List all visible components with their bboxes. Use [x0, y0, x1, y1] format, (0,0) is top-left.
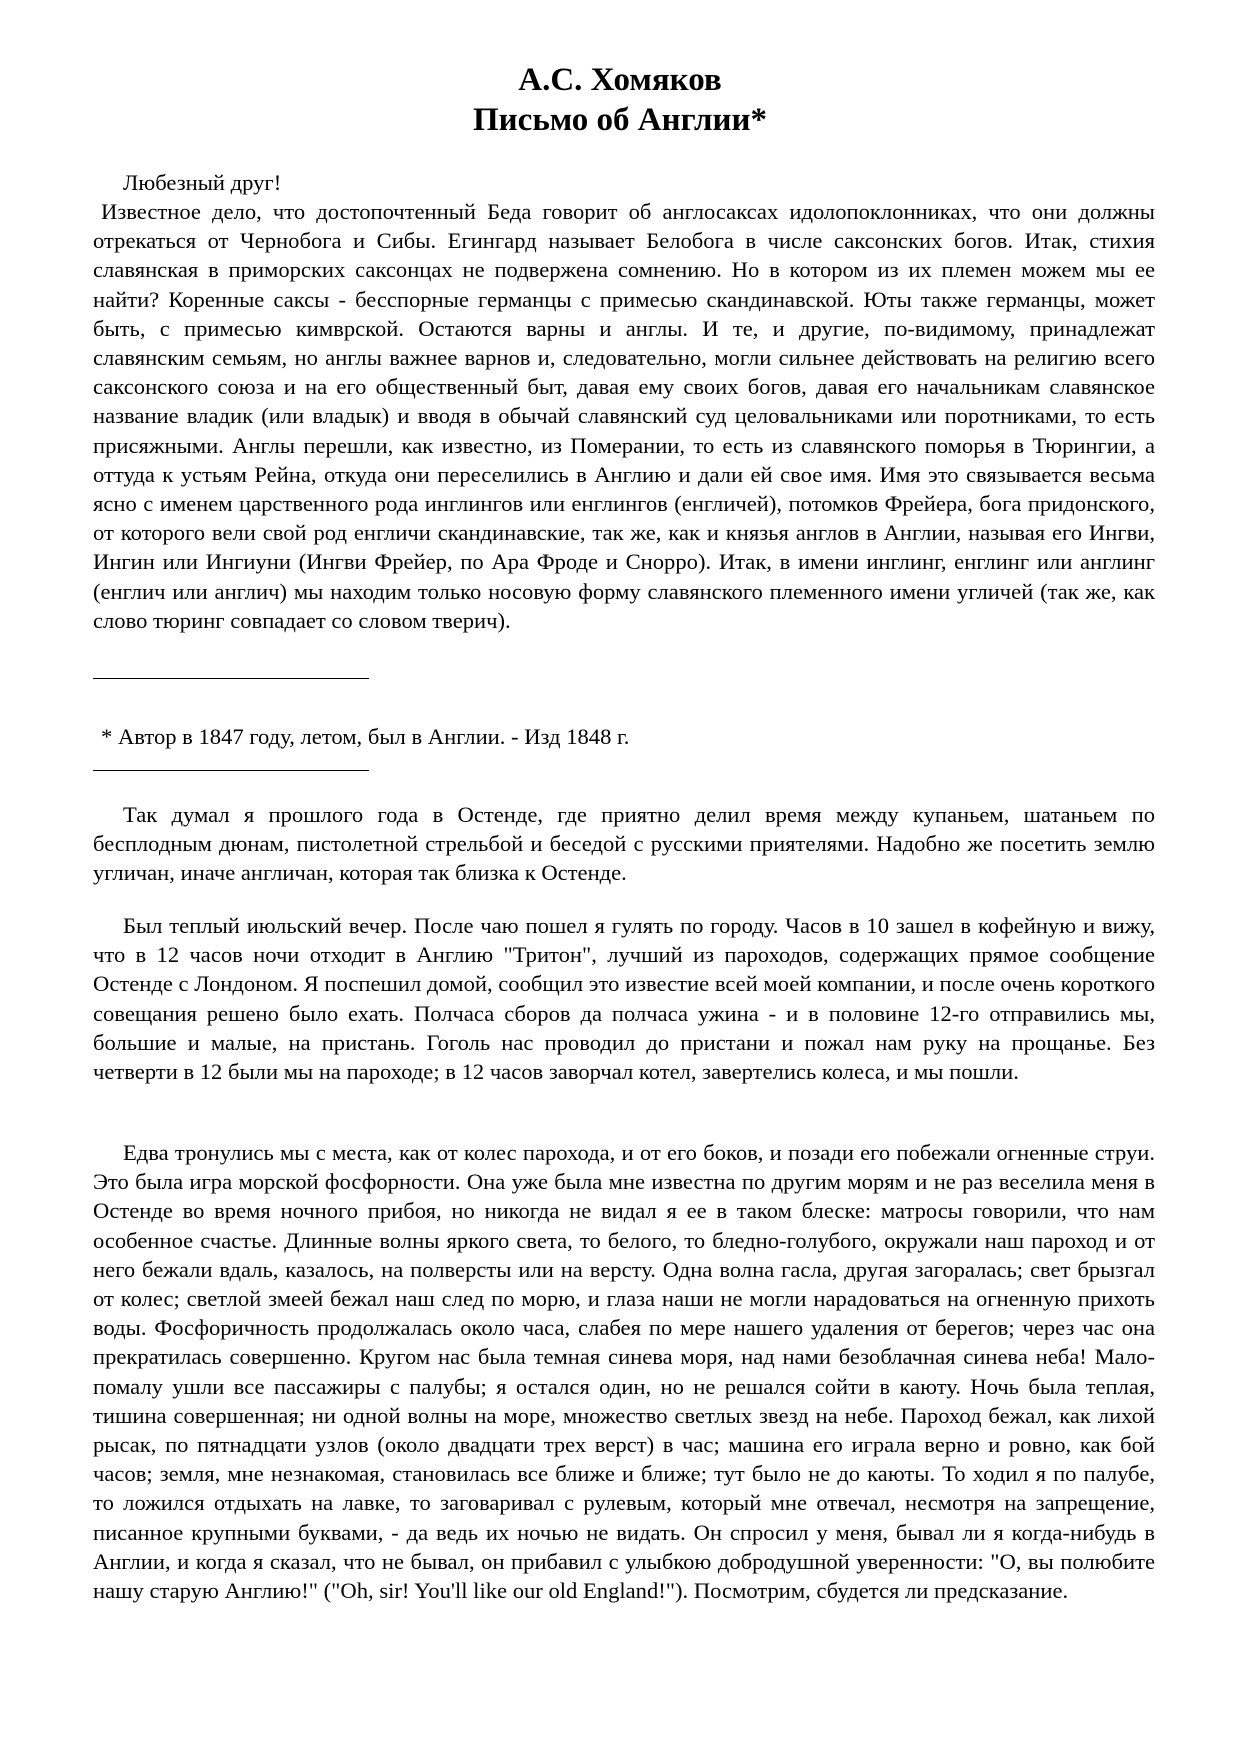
paragraph-3: Был теплый июльский вечер. После чаю пошел я гулять по городу. Часов в 10 зашел в кофейную и вижу, что в 12 часов ночи отходит в Англию "Тритон", лучший из пароходов, содержащих прямое сообщение Остенде с Лондоном. Я поспешил домой, сообщил это известие всей моей компании, и после очень короткого совещания решено было ехать. Полчаса сборов да полчаса ужина - и в половине 12-го отправились мы, большие и малые, на пристань. Гоголь нас проводил до пристани и пожал нам руку на прощанье. Без четверти в 12 были мы на пароходе; в 12 часов заворчал котел, завертелись колеса, и мы пошли. [93, 913, 1155, 1085]
footnote-rule-bottom [93, 770, 369, 771]
paragraph-4: Едва тронулись мы с места, как от колес парохода, и от его боков, и позади его побежали огненные струи. Это была игра морской фосфорности. Она уже была мне известна по другим морям и не раз веселила меня в Остенде во время ночного прибоя, но никогда не видал я ее в таком блеске: матросы говорили, что нам особенное счастье. Длинные волны яркого света, то белого, то бледно-голубого, окружали наш пароход и от него бежали вдаль, казалось, на полверсты или на версту. Одна волна гасла, другая загоралась; свет брызгал от колес; светлой змеей бежал наш след по морю, и глаза наши не могли нарадоваться на огненную прихоть воды. Фосфоричность продолжалась около часа, слабея по мере нашего удаления от берегов; через час она прекратилась совершенно. Кругом нас была темная синева моря, над нами безоблачная синева неба! Мало-помалу ушли все пассажиры с палубы; я остался один, но не решался сойти в каюту. Ночь была теплая, тишина совершенная; ни одной волны на море, множество светлых звезд на небе. Пароход бежал, как лихой рысак, по пятнадцати узлов (около двадцати трех верст) в час; машина его играла верно и ровно, как бой часов; земля, мне незнакомая, становилась все ближе и ближе; тут было не до каюты. То ходил я по палубе, то ложился отдыхать на лавке, то заговаривал с рулевым, который мне отвечал, несмотря на запрещение, писанное крупными буквами, - да ведь их ночью не видать. Он спросил у меня, бывал ли я когда-нибудь в Англии, и когда я сказал, что не бывал, он прибавил с улыбкою добродушной уверенности: "О, вы полюбите нашу старую Англию!" ("Oh, sir! You'll like our old England!"). Посмотрим, сбудется ли предсказание. [93, 1140, 1155, 1604]
greeting: Любезный друг! [123, 170, 282, 195]
paragraph-2: Так думал я прошлого года в Остенде, где приятно делил время между купаньем, шатаньем по бесплодным дюнам, пистолетной стрельбой и беседой с русскими приятелями. Надобно же посетить землю угличан, иначе англичан, которая так близка к Остенде. [93, 802, 1155, 886]
paragraph-1: Известное дело, что достопочтенный Беда говорит об англосаксах идолопоклонниках, что они должны отрекаться от Чернобога и Сибы. Егингард называет Белобога в числе саксонских богов. Итак, стихия славянская в приморских саксонцах не подвержена сомнению. Но в котором из их племен можем мы ее найти? Коренные саксы - бесспорные германцы с примесью скандинавской. Юты также германцы, может быть, с примесью кимврской. Остаются варны и англы. И те, и другие, по-видимому, принадлежат славянским семьям, но англы важнее варнов и, следовательно, могли сильнее действовать на религию всего саксонского союза и на его общественный быт, давая ему своих богов, давая его начальникам славянское название владик (или владык) и вводя в обычай славянский суд целовальниками или поротниками, то есть присяжными. Англы перешли, как известно, из Померании, то есть из славянского поморья в Тюрингии, а оттуда к устьям Рейна, откуда они переселились в Англию и дали ей свое имя. Имя это связывается весьма ясно с именем царственного рода инглингов или енглингов (енгличей), потомков Фрейера, бога придонского, от которого вели свой род енгличи скандинавские, так же, как и князья англов в Англии, называя его Ингви, Ингин или Ингиуни (Ингви Фрейер, по Ара Фроде и Снорро). Итак, в имени инглинг, енглинг или англинг (енглич или англич) мы находим только носовую форму славянского племенного имени угличей (так же, как слово тюринг совпадает со словом тверич). [93, 199, 1155, 633]
footnote: * Автор в 1847 году, летом, был в Англии. - Изд 1848 г. [101, 724, 630, 749]
author-name: А.С. Хомяков [518, 62, 722, 98]
document-title: Письмо об Англии* [472, 102, 768, 138]
footnote-rule-top [93, 678, 369, 679]
